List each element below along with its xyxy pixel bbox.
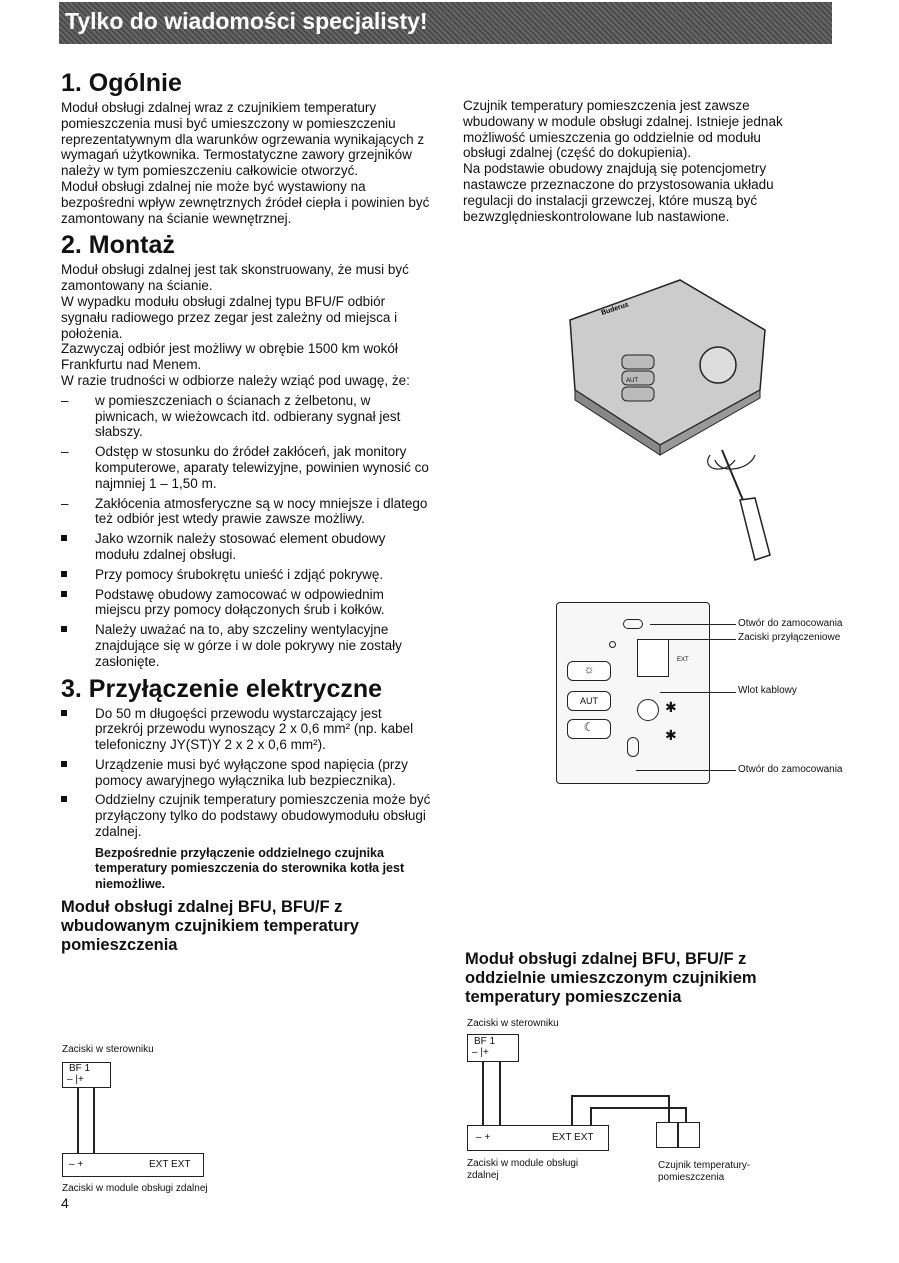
list-item: Należy uważać na to, aby szczeliny wentylacyjne znajdujące się w górze i w dole pokrywy nie zostały zasłonięte. (95, 622, 402, 669)
list-item: Przy pomocy śrubokrętu unieść i zdjąć pokrywę. (95, 566, 384, 582)
wire (571, 1095, 573, 1126)
dash-list (61, 393, 431, 527)
base-plate-diagram (556, 602, 710, 784)
list-item: – Zakłócenia atmosferyczne są w nocy mniejsze i dlatego też odbiór jest wtedy prawie zawsze możliwy. (61, 495, 428, 527)
sun-potentiometer-icon: ✱ (665, 699, 677, 715)
wire (590, 1107, 686, 1109)
warning-note: Bezpośrednie przyłączenie oddzielnego czujnika temperatury pomieszczenia do sterownika kotła jest niemożliwe. (95, 845, 405, 891)
sensor-terminal (656, 1122, 678, 1148)
controller-terminal-box (467, 1034, 519, 1062)
screwdriver-handle-icon (740, 498, 770, 560)
right-column (463, 98, 793, 224)
section-2-title: 2. Montaż (61, 231, 175, 260)
indicator-dot (609, 641, 616, 648)
callout-terminals: Zaciski przyłączeniowe (738, 632, 841, 643)
sec2-para-3: Zazwyczaj odbiór jest możliwy w obrębie 1500 km wokół Frankfurtu nad Menem. (61, 341, 398, 373)
callout-line (636, 770, 736, 771)
sec1-para-1: Moduł obsługi zdalnej wraz z czujnikiem temperatury pomieszczenia musi być umieszczony w pomieszczeniu reprezentatywnym dla warunków ogrzewania wynikających z wymagań użytkownika. Termostatyczne zawory grzejników należy w tym pomieszczeniu całkowicie otworzyć. (61, 100, 425, 179)
wire (482, 1062, 484, 1126)
diagram-right-label-sensor: Czujnik temperatury-pomieszczenia (658, 1160, 751, 1183)
sec2-para-1: Moduł obsługi zdalnej jest tak skonstruowany, że musi być zamontowany na ścianie. (61, 262, 409, 294)
aut-label: AUT (626, 378, 638, 384)
wire (668, 1095, 670, 1123)
aut-button: AUT (567, 691, 611, 711)
list-item: Podstawę obudowy zamocować w odpowiednim miejscu przy pomocy dołączonych śrub i kołków. (95, 586, 385, 618)
bf1-label: BF 1 (474, 1036, 496, 1047)
ext-label: EXT EXT (149, 1159, 191, 1170)
mode-button (622, 387, 654, 401)
callout-cable-inlet: Wlot kablowy (738, 685, 797, 696)
page-number: 4 (61, 1195, 69, 1211)
ext-label: EXT (677, 657, 689, 663)
list-item: Do 50 m długoęści przewodu wystarczający jest przekrój przewodu wynoszący 2 x 0,6 mm² (np. kabel telefoniczny JY(ST)Y 2 x 2 x 0,6 mm²). (95, 705, 414, 753)
diagram-right-label-module: Zaciski w module obsługi zdalnej (467, 1158, 579, 1181)
sensor-terminal (678, 1122, 700, 1148)
device-illustration (560, 270, 800, 590)
controller-terminal-box (62, 1062, 111, 1088)
sec3-list (61, 706, 431, 840)
list-item: – Odstęp w stosunku do źródeł zakłóceń, jak monitory komputerowe, aparaty telewizyjne, powinien wynosić co najmniej 1 – 1,50 m. (61, 444, 429, 491)
moon-potentiometer-icon: ✱ (665, 727, 677, 743)
diagram-left-bottom-label: Zaciski w module obsługi zdalnej (62, 1183, 208, 1194)
ext-label: EXT EXT (552, 1132, 594, 1143)
wire (77, 1088, 79, 1154)
dial-knob (700, 347, 736, 383)
polarity-label: – + (476, 1132, 491, 1143)
list-item: Urządzenie musi być wyłączone spod napięcia (przy pomocy awaryjnego wyłącznika lub bezpiecznika). (95, 756, 408, 788)
cable-inlet (637, 699, 659, 721)
diagram-right-top-label: Zaciski w sterowniku (467, 1018, 559, 1029)
mode-button (622, 355, 654, 369)
bullet-list (61, 531, 431, 669)
sec2-para-2: W wypadku modułu obsługi zdalnej typu BFU/F odbiór sygnału radiowego przez zegar jest zależny od miejsca i położenia. (61, 293, 398, 341)
sec1-para-2: Moduł obsługi zdalnej nie może być wystawiony na bezpośredni wpływ zewnętrznych źródeł ciepła i powinien być zamontowany na ścianie wewnętrznej. (61, 178, 430, 226)
callout-line (660, 639, 736, 640)
header-banner (59, 2, 832, 44)
left-column (61, 68, 431, 959)
sun-button-icon: ☼ (567, 661, 611, 681)
rotation-arrow (715, 455, 755, 469)
wire (499, 1062, 501, 1126)
list-item: Oddzielny czujnik temperatury pomieszczenia może być przyłączony tylko do podstawy obudowymodułu obsługi zdalnej. (95, 792, 431, 840)
wire (685, 1107, 687, 1123)
section-1-title: 1. Ogólnie (61, 69, 182, 97)
mounting-hole-bottom (627, 737, 639, 757)
list-item: – w pomieszczeniach o ścianach z żelbetonu, w piwnicach, w wieżowcach itd. odbierany sygnał jest słabszy. (61, 392, 401, 440)
right-para-2: Na podstawie obudowy znajdują się potencjometry nastawcze przeznaczone do przystosowania układu regulacji do instalacji grzewczej, które muszą być bezwzględnieskontrolowane lub nastawione. (463, 161, 774, 224)
terminal-block (637, 639, 669, 677)
polarity-label: – |+ (67, 1074, 84, 1085)
brand-logo: Buderus (600, 301, 630, 317)
module-terminal-box (62, 1153, 204, 1177)
wire (93, 1088, 95, 1154)
polarity-label: – |+ (472, 1047, 489, 1058)
wire (571, 1095, 669, 1097)
moon-button-icon: ☾ (567, 719, 611, 739)
callout-mounting-hole-top: Otwór do zamocowania (738, 618, 843, 629)
callout-mounting-hole-bottom: Otwór do zamocowania (738, 764, 843, 775)
section-3-title: 3. Przyłączenie elektryczne (61, 674, 383, 703)
screwdriver-shaft (722, 450, 745, 505)
mounting-hole-top (623, 619, 643, 629)
diagram-left-title: Moduł obsługi zdalnej BFU, BFU/F z wbudowanym czujnikiem temperatury pomieszczenia (61, 898, 359, 955)
wire (590, 1107, 592, 1126)
callout-line (660, 692, 736, 693)
diagram-left-top-label: Zaciski w sterowniku (62, 1044, 154, 1055)
list-item: Jako wzornik należy stosować element obudowy modułu zdalnej obsługi. (95, 531, 386, 562)
polarity-label: – + (69, 1159, 84, 1170)
banner-title: Tylko do wiadomości specjalisty! (65, 8, 428, 34)
module-terminal-box (467, 1125, 609, 1151)
bf1-label: BF 1 (69, 1063, 91, 1074)
callout-line (650, 624, 736, 625)
diagram-right-title: Moduł obsługi zdalnej BFU, BFU/F z oddzielnie umieszczonym czujnikiem temperatury pomieszczenia (465, 950, 757, 1006)
sec2-para-4: W razie trudności w odbiorze należy wziąć pod uwagę, że: (61, 372, 410, 388)
right-para-1: Czujnik temperatury pomieszczenia jest zawsze wbudowany w module obsługi zdalnej. Istnieje jednak możliwość umieszczenia go oddzielnie od modułu obsługi zdalnej (część do dokupienia). (463, 98, 783, 161)
